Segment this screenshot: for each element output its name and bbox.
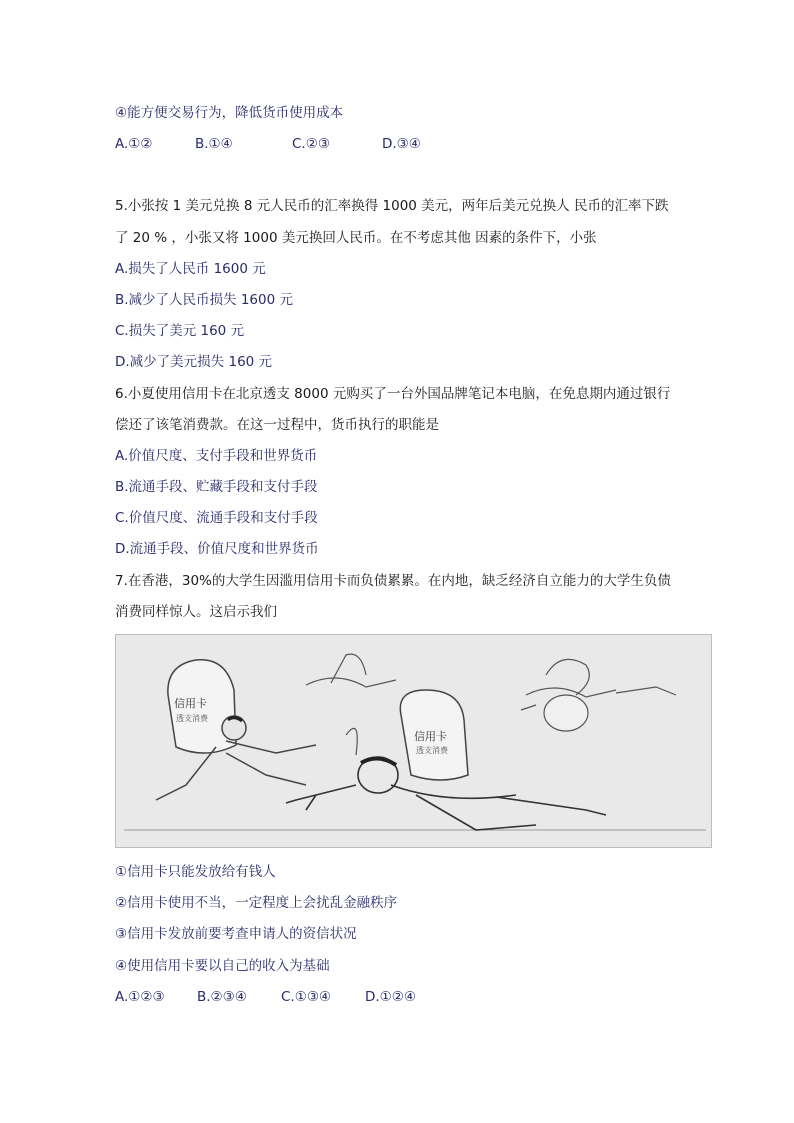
cartoon-label-2: 透支消费 bbox=[176, 714, 208, 723]
cartoon-drawing bbox=[116, 635, 711, 847]
credit-card-cartoon bbox=[115, 634, 712, 848]
q5-stem-line-2: 了 20 % ，小张又将 1000 美元换回人民币。在不考虑其他 因素的条件下，小张 bbox=[115, 230, 597, 246]
q7-statement-1: ①信用卡只能发放给有钱人 bbox=[115, 864, 276, 880]
q7-choice-a: A.①②③ bbox=[115, 989, 165, 1005]
q7-statement-3: ③信用卡发放前要考查申请人的资信状况 bbox=[115, 926, 357, 942]
q6-stem-line-2: 偿还了该笔消费款。在这一过程中，货币执行的职能是 bbox=[115, 417, 439, 433]
cartoon-label-4: 透支消费 bbox=[416, 746, 448, 755]
q7-stem-line-1: 7.在香港，30%的大学生因滥用信用卡而负债累累。在内地，缺乏经济自立能力的大学生负债 bbox=[115, 573, 671, 589]
q4-choices bbox=[115, 135, 421, 153]
q6-option-c: C.价值尺度、流通手段和支付手段 bbox=[115, 510, 318, 526]
q7-stem-line-2: 消费同样惊人。这启示我们 bbox=[115, 604, 277, 620]
q7-statement-2: ②信用卡使用不当，一定程度上会扰乱金融秩序 bbox=[115, 895, 398, 911]
q6-option-d: D.流通手段、价值尺度和世界货币 bbox=[115, 541, 319, 557]
q4-option-4: ④能方便交易行为，降低货币使用成本 bbox=[115, 105, 344, 121]
q5-option-c: C.损失了美元 160 元 bbox=[115, 323, 245, 339]
q5-option-a: A.损失了人民币 1600 元 bbox=[115, 261, 266, 277]
q4-choice-d: D.③④ bbox=[382, 136, 421, 152]
cartoon-figure-right bbox=[521, 695, 588, 731]
q4-choice-b: B.①④ bbox=[195, 136, 233, 152]
q5-stem-line-1: 5.小张按 1 美元兑换 8 元人民币的汇率换得 1000 美元，两年后美元兑换人 民币的汇率下跌 bbox=[115, 198, 669, 214]
q7-choices bbox=[115, 988, 416, 1006]
cartoon-label-1: 信用卡 bbox=[174, 697, 207, 710]
q7-choice-d: D.①②④ bbox=[365, 989, 416, 1005]
q4-choice-a: A.①② bbox=[115, 136, 153, 152]
cartoon-label-3: 信用卡 bbox=[414, 730, 447, 743]
q6-option-b: B.流通手段、贮藏手段和支付手段 bbox=[115, 479, 318, 495]
q7-choice-c: C.①③④ bbox=[281, 989, 332, 1005]
q7-choice-b: B.②③④ bbox=[197, 989, 247, 1005]
q7-statement-4: ④使用信用卡要以自己的收入为基础 bbox=[115, 958, 330, 974]
cartoon-background-figures bbox=[306, 654, 676, 755]
cartoon-figure-left bbox=[156, 660, 316, 800]
q6-stem-line-1: 6.小夏使用信用卡在北京透支 8000 元购买了一台外国品牌笔记本电脑，在免息期内通过银行 bbox=[115, 386, 671, 402]
q5-option-b: B.减少了人民币损失 1600 元 bbox=[115, 292, 293, 308]
q5-option-d: D.减少了美元损失 160 元 bbox=[115, 354, 273, 370]
q6-option-a: A.价值尺度、支付手段和世界货币 bbox=[115, 448, 318, 464]
q4-choice-c: C.②③ bbox=[292, 136, 330, 152]
